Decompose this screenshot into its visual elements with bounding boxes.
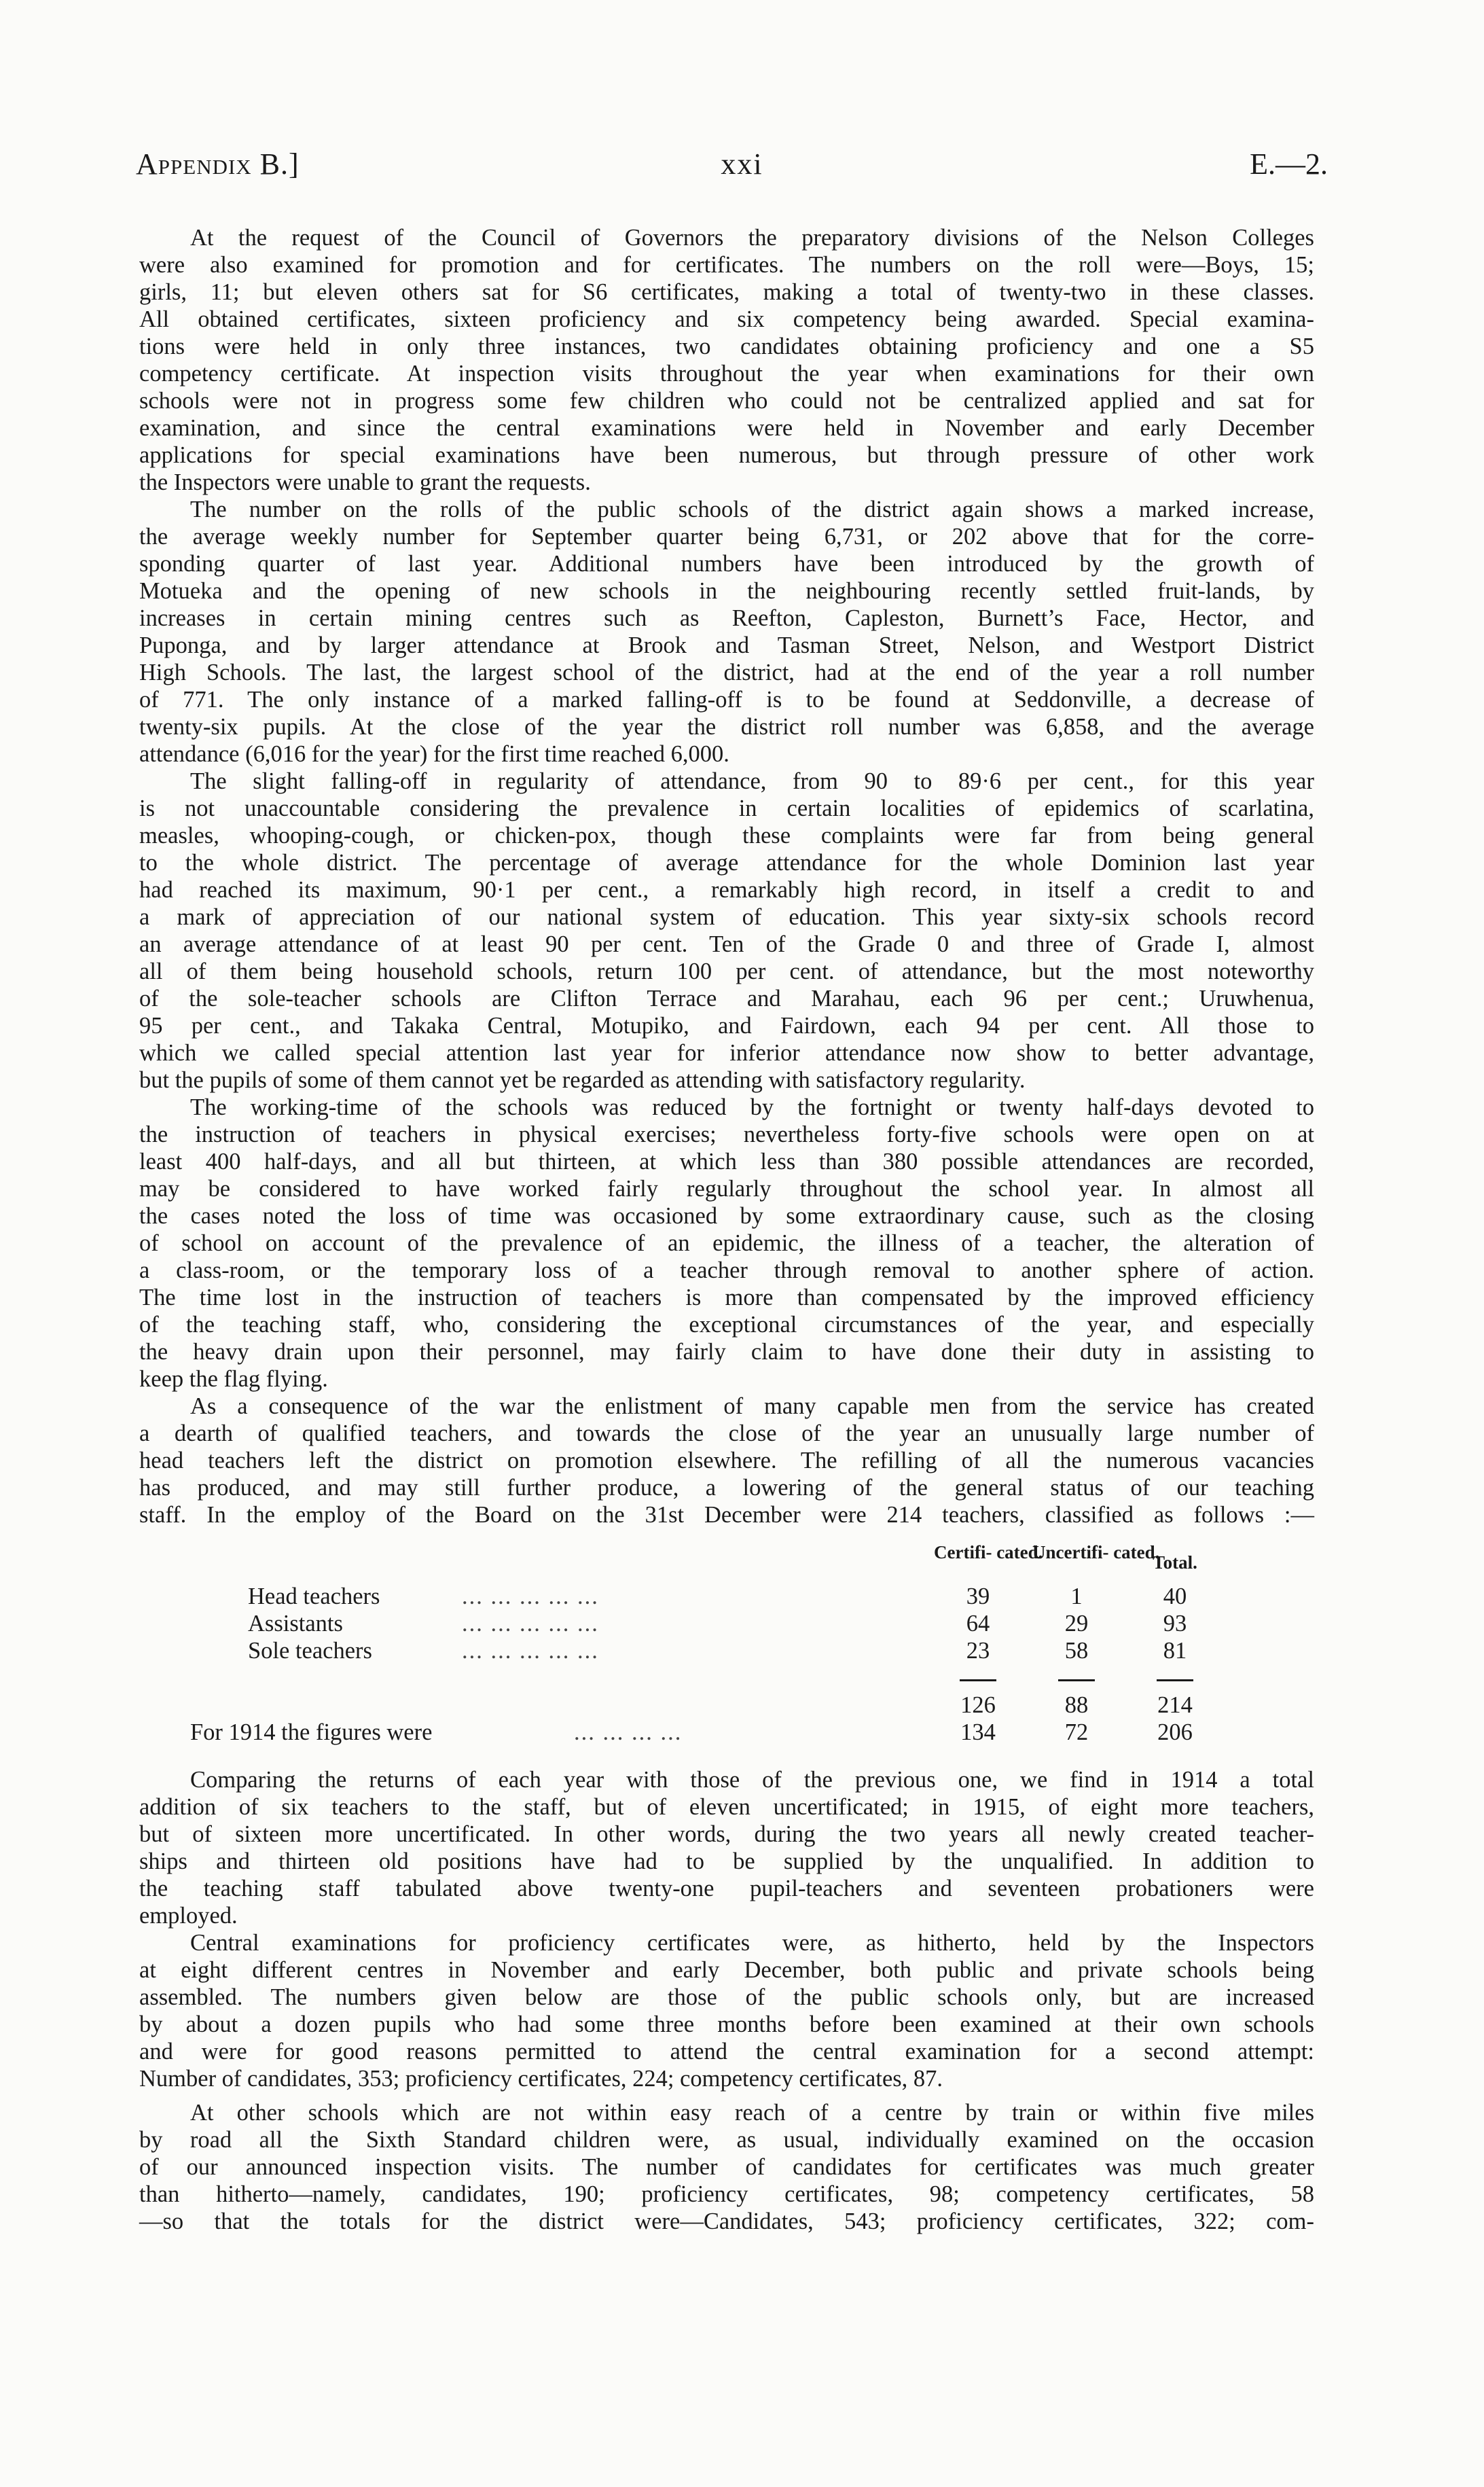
paragraph-line: and were for good reasons permitted to attend the central examination for a second attempt: — [139, 2039, 1314, 2064]
row-label: Sole teachers — [248, 1638, 372, 1664]
cell-certificated: 134 — [960, 1719, 996, 1745]
paragraph-line: attendance (6,016 for the year) for the first time reached 6,000. — [139, 741, 729, 767]
paragraph-line: girls, 11; but eleven others sat for S6 certificates, making a total of twenty-two in these classes. — [139, 279, 1314, 305]
column-header-certificated: Certifi- cated. — [934, 1542, 1043, 1562]
paragraph-line: the cases noted the loss of time was occasioned by some extraordinary cause, such as the closing — [139, 1203, 1314, 1229]
running-head-appendix: Appendix B.] — [136, 147, 300, 181]
paragraph-line: an average attendance of at least 90 per cent. Ten of the Grade 0 and three of Grade I, almost — [139, 931, 1314, 957]
paragraph-line: of the teaching staff, who, considering the exceptional circumstances of the year, and especially — [139, 1312, 1314, 1338]
row-label: Head teachers — [248, 1584, 380, 1609]
cell-certificated: 64 — [966, 1611, 990, 1636]
sum-rule — [1157, 1679, 1193, 1681]
paragraph-line: has produced, and may still further produce, a lowering of the general status of our teaching — [139, 1475, 1314, 1501]
paragraph-line: measles, whooping-cough, or chicken-pox, though these complaints were far from being general — [139, 823, 1314, 848]
paragraph-line: least 400 half-days, and all but thirteen, at which less than 380 possible attendances are recorded, — [139, 1149, 1314, 1175]
sum-rule — [960, 1679, 996, 1681]
total-total: 214 — [1157, 1692, 1193, 1718]
cell-certificated: 39 — [966, 1584, 990, 1609]
paragraph-line: increases in certain mining centres such as Reefton, Capleston, Burnett’s Face, Hector, and — [139, 605, 1314, 631]
cell-uncertificated: 72 — [1064, 1719, 1089, 1745]
paragraph-line: The number on the rolls of the public schools of the district again shows a marked increase, — [190, 497, 1314, 522]
cell-total: 81 — [1163, 1638, 1187, 1664]
paragraph-line: all of them being household schools, return 100 per cent. of attendance, but the most noteworthy — [139, 959, 1314, 984]
paragraph-line: Number of candidates, 353; proficiency certificates, 224; competency certificates, 87. — [139, 2066, 943, 2092]
paragraph-line: sponding quarter of last year. Additional numbers have been introduced by the growth of — [139, 551, 1314, 577]
paragraph-line: of the sole-teacher schools are Clifton Terrace and Marahau, each 96 per cent.; Uruwhenua, — [139, 986, 1314, 1012]
dot-leader: ... ... ... ... ... — [462, 1638, 599, 1664]
paragraph-line: At the request of the Council of Governors the preparatory divisions of the Nelson Colleges — [190, 225, 1314, 251]
paragraph-line: The slight falling-off in regularity of attendance, from 90 to 89·6 per cent., for this year — [190, 768, 1314, 794]
paragraph-line: of 771. The only instance of a marked falling-off is to be found at Seddonville, a decrease of — [139, 687, 1314, 713]
paragraph-line: staff. In the employ of the Board on the 31st December were 214 teachers, classified as follows :— — [139, 1502, 1314, 1528]
paragraph-line: to the whole district. The percentage of average attendance for the whole Dominion last year — [139, 850, 1314, 876]
paragraph-line: but the pupils of some of them cannot yet be regarded as attending with satisfactory regularity. — [139, 1067, 1026, 1093]
column-header-total: Total. — [1153, 1552, 1197, 1573]
paragraph-line: a mark of appreciation of our national system of education. This year sixty-six schools record — [139, 904, 1314, 930]
paragraph-line: than hitherto—namely, candidates, 190; proficiency certificates, 98; competency certificates, 58 — [139, 2181, 1314, 2207]
paragraph-line: the teaching staff tabulated above twenty-one pupil-teachers and seventeen probationers were — [139, 1876, 1314, 1901]
paragraph-line: schools were not in progress some few children who could not be centralized applied and sat for — [139, 388, 1314, 414]
paragraph-line: at eight different centres in November and early December, both public and private schools being — [139, 1957, 1314, 1983]
paragraph-line: ships and thirteen old positions have had to be supplied by the unqualified. In addition to — [139, 1848, 1314, 1874]
paragraph-line: addition of six teachers to the staff, but of eleven uncertificated; in 1915, of eight more teachers, — [139, 1794, 1314, 1820]
total-certificated: 126 — [960, 1692, 996, 1718]
cell-certificated: 23 — [966, 1638, 990, 1664]
paragraph-line: examination, and since the central examinations were held in November and early December — [139, 415, 1314, 441]
column-header-uncertificated: Uncertifi- cated. — [1032, 1542, 1160, 1562]
cell-uncertificated: 58 — [1064, 1638, 1089, 1664]
paragraph-line: but of sixteen more uncertificated. In other words, during the two years all newly created teacher- — [139, 1821, 1314, 1847]
paragraph-line: High Schools. The last, the largest school of the district, had at the end of the year a roll number — [139, 660, 1314, 685]
dot-leader: ... ... ... ... — [574, 1719, 683, 1745]
paragraph-line: tions were held in only three instances, two candidates obtaining proficiency and one a S5 — [139, 334, 1314, 359]
paragraph-line: a dearth of qualified teachers, and towards the close of the year an unusually large number of — [139, 1420, 1314, 1446]
paragraph-line: All obtained certificates, sixteen proficiency and six competency being awarded. Special examina- — [139, 306, 1314, 332]
paragraph-line: twenty-six pupils. At the close of the year the district roll number was 6,858, and the average — [139, 714, 1314, 740]
paragraph-line: —so that the totals for the district were—Candidates, 543; proficiency certificates, 322; com- — [139, 2208, 1314, 2234]
paragraph-line: Comparing the returns of each year with those of the previous one, we find in 1914 a total — [190, 1767, 1314, 1793]
paragraph-line: by road all the Sixth Standard children were, as usual, individually examined on the occasion — [139, 2127, 1314, 2153]
cell-total: 93 — [1163, 1611, 1187, 1636]
paragraph-line: were also examined for promotion and for certificates. The numbers on the roll were—Boys, 15; — [139, 252, 1314, 278]
paragraph-line: which we called special attention last year for inferior attendance now show to better advantage, — [139, 1040, 1314, 1066]
running-head-reference: E.—2. — [1250, 147, 1328, 181]
paragraph-line: the Inspectors were unable to grant the requests. — [139, 469, 591, 495]
paragraph-line: Motueka and the opening of new schools in the neighbouring recently settled fruit-lands, by — [139, 578, 1314, 604]
dot-leader: ... ... ... ... ... — [462, 1611, 599, 1636]
paragraph-line: 95 per cent., and Takaka Central, Motupiko, and Fairdown, each 94 per cent. All those to — [139, 1013, 1314, 1039]
paragraph-line: of our announced inspection visits. The number of candidates for certificates was much greater — [139, 2154, 1314, 2180]
paragraph-line: assembled. The numbers given below are those of the public schools only, but are increased — [139, 1984, 1314, 2010]
paragraph-line: the heavy drain upon their personnel, may fairly claim to have done their duty in assisting to — [139, 1339, 1314, 1365]
paragraph-line: employed. — [139, 1903, 238, 1929]
cell-uncertificated: 1 — [1070, 1584, 1083, 1609]
row-label: Assistants — [248, 1611, 343, 1636]
total-uncertificated: 88 — [1064, 1692, 1089, 1718]
paragraph-line: keep the flag flying. — [139, 1366, 328, 1392]
paragraph-line: of school on account of the prevalence of an epidemic, the illness of a teacher, the alteration of — [139, 1230, 1314, 1256]
cell-uncertificated: 29 — [1064, 1611, 1089, 1636]
paragraph-line: competency certificate. At inspection visits throughout the year when examinations for their own — [139, 361, 1314, 387]
paragraph-line: the instruction of teachers in physical exercises; nevertheless forty-five schools were open on at — [139, 1122, 1314, 1147]
paragraph-line: The working-time of the schools was reduced by the fortnight or twenty half-days devoted to — [190, 1094, 1314, 1120]
paragraph-line: head teachers left the district on promotion elsewhere. The refilling of all the numerous vacancies — [139, 1448, 1314, 1473]
paragraph-line: Central examinations for proficiency certificates were, as hitherto, held by the Inspectors — [190, 1930, 1314, 1956]
paragraph-line: The time lost in the instruction of teachers is more than compensated by the improved efficiency — [139, 1285, 1314, 1310]
paragraph-line: may be considered to have worked fairly regularly throughout the school year. In almost all — [139, 1176, 1314, 1202]
paragraph-line: had reached its maximum, 90·1 per cent., a remarkably high record, in itself a credit to and — [139, 877, 1314, 903]
paragraph-line: a class-room, or the temporary loss of a teacher through removal to another sphere of action. — [139, 1257, 1314, 1283]
paragraph-line: As a consequence of the war the enlistment of many capable men from the service has created — [190, 1393, 1314, 1419]
paragraph-line: by about a dozen pupils who had some three months before been examined at their own schools — [139, 2011, 1314, 2037]
dot-leader: ... ... ... ... ... — [462, 1584, 599, 1609]
paragraph-line: the average weekly number for September quarter being 6,731, or 202 above that for the corre- — [139, 524, 1314, 550]
cell-total: 206 — [1157, 1719, 1193, 1745]
comparison-label: For 1914 the figures were — [190, 1719, 433, 1745]
paragraph-line: is not unaccountable considering the prevalence in certain localities of epidemics of scarlatina, — [139, 795, 1314, 821]
paragraph-line: At other schools which are not within easy reach of a centre by train or within five miles — [190, 2100, 1314, 2126]
page-number: xxi — [721, 147, 763, 181]
paragraph-line: Puponga, and by larger attendance at Brook and Tasman Street, Nelson, and Westport District — [139, 632, 1314, 658]
paragraph-line: applications for special examinations have been numerous, but through pressure of other work — [139, 442, 1314, 468]
cell-total: 40 — [1163, 1584, 1187, 1609]
sum-rule — [1058, 1679, 1095, 1681]
